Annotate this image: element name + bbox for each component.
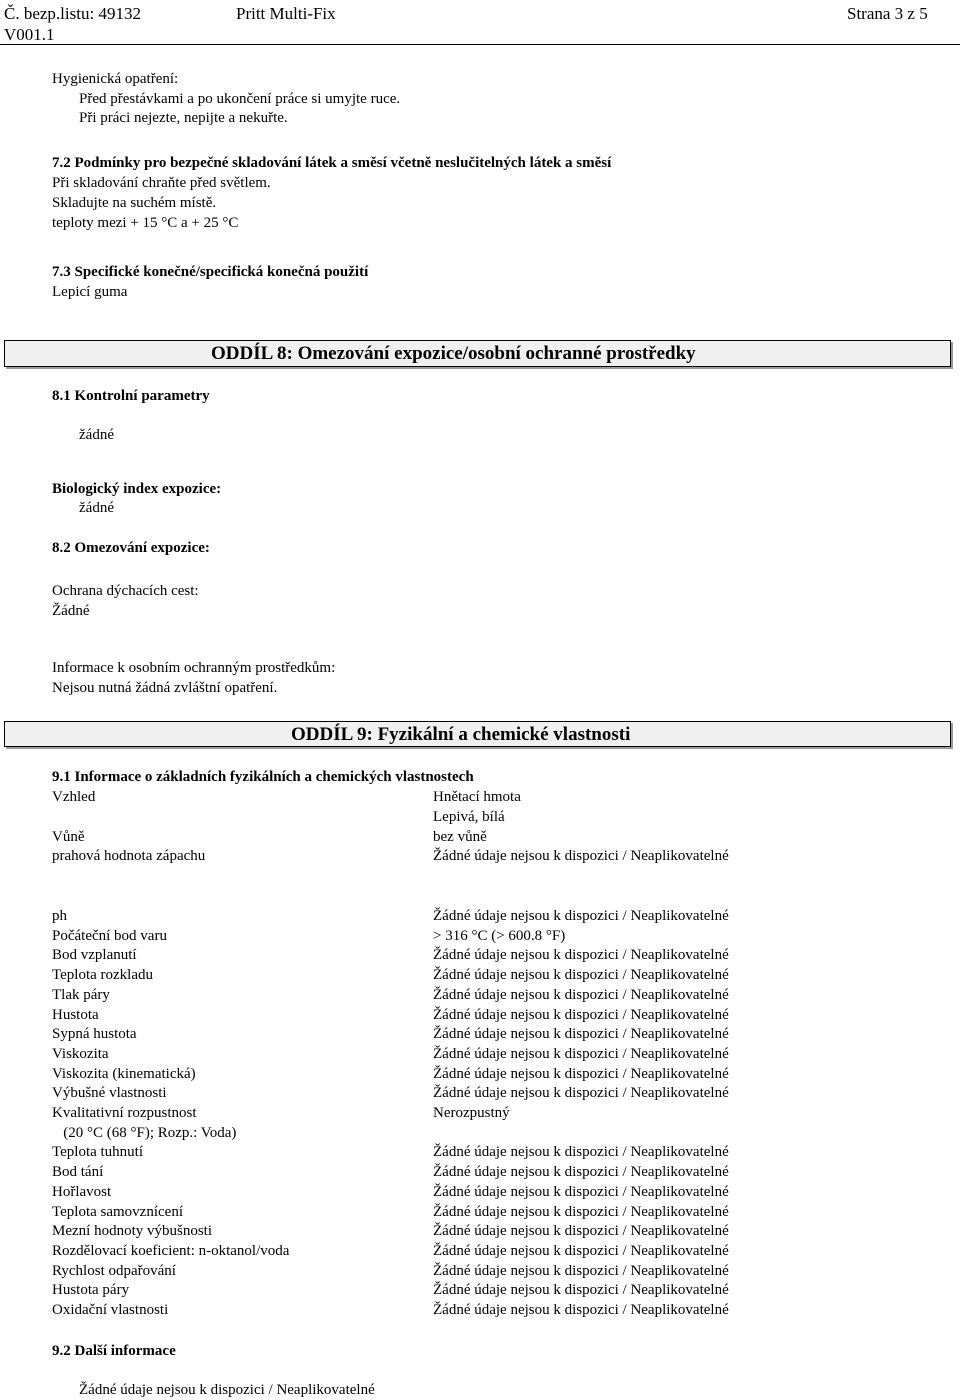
storage-line: teploty mezi + 15 °C a + 25 °C — [52, 215, 239, 231]
hygiene-line: Před přestávkami a po ukončení práce si umyjte ruce. — [79, 91, 401, 107]
property-value: Žádné údaje nejsou k dispozici / Neaplikovatelné — [433, 947, 729, 964]
property-label: Teplota samovznícení — [52, 1203, 183, 1220]
biological-index-title: Biologický index expozice: — [52, 481, 222, 497]
property-row — [0, 1202, 960, 1222]
property-value: Žádné údaje nejsou k dispozici / Neaplikovatelné — [433, 1085, 729, 1102]
property-row — [0, 985, 960, 1005]
property-label: Vůně — [52, 828, 85, 845]
biological-index-value: žádné — [79, 500, 114, 516]
property-label: Rychlost odpařování — [52, 1262, 176, 1279]
property-label: Hustota — [52, 1006, 99, 1023]
property-label: Hořlavost — [52, 1183, 112, 1200]
subsection-9-2-title: 9.2 Další informace — [52, 1343, 176, 1359]
property-row — [0, 1280, 960, 1300]
property-row — [0, 787, 960, 807]
property-value: Žádné údaje nejsou k dispozici / Neaplikovatelné — [433, 1026, 729, 1043]
subsection-9-2-text: Žádné údaje nejsou k dispozici / Neaplikovatelné — [79, 1382, 375, 1398]
subsection-7-3-title: 7.3 Specifické konečné/specifická konečná použití — [52, 264, 369, 280]
property-row — [0, 846, 960, 866]
property-value: Žádné údaje nejsou k dispozici / Neaplikovatelné — [433, 1203, 729, 1220]
property-value: > 316 °C (> 600.8 °F) — [433, 927, 566, 944]
property-row — [0, 1064, 960, 1084]
property-label: Viskozita — [52, 1045, 109, 1062]
respiratory-protection-value: Žádné — [52, 603, 90, 619]
property-label: Viskozita (kinematická) — [52, 1065, 196, 1082]
hygiene-line: Při práci nejezte, nepijte a nekuřte. — [79, 110, 288, 126]
property-row — [0, 1162, 960, 1182]
property-row — [0, 1083, 960, 1103]
property-row — [0, 1261, 960, 1281]
property-label: Rozdělovací koeficient: n-oktanol/voda — [52, 1242, 290, 1259]
header-rule — [0, 44, 960, 45]
property-row — [0, 1024, 960, 1044]
subsection-8-2-title: 8.2 Omezování expozice: — [52, 540, 210, 556]
property-label: prahová hodnota zápachu — [52, 848, 206, 865]
version-number: V001.1 — [4, 25, 55, 44]
property-row — [0, 1182, 960, 1202]
property-row — [0, 807, 960, 827]
property-label: Počáteční bod varu — [52, 927, 167, 944]
property-label: (20 °C (68 °F); Rozp.: Voda) — [52, 1124, 237, 1141]
property-value: Žádné údaje nejsou k dispozici / Neaplikovatelné — [433, 1045, 729, 1062]
property-value: Žádné údaje nejsou k dispozici / Neaplikovatelné — [433, 1302, 729, 1318]
section-8-heading: ODDÍL 8: Omezování expozice/osobní ochranné prostředky — [211, 343, 696, 364]
subsection-9-1-title: 9.1 Informace o základních fyzikálních a chemických vlastnostech — [52, 769, 474, 785]
property-label: Bod vzplanutí — [52, 947, 137, 964]
property-label: Teplota tuhnutí — [52, 1144, 144, 1161]
subsection-7-3-text: Lepicí guma — [52, 284, 128, 300]
property-value: Žádné údaje nejsou k dispozici / Neaplikovatelné — [433, 1282, 729, 1299]
property-label: Hustota páry — [52, 1282, 130, 1299]
property-label: Sypná hustota — [52, 1026, 137, 1043]
property-value: Žádné údaje nejsou k dispozici / Neaplikovatelné — [433, 1164, 729, 1181]
property-value: Lepivá, bílá — [433, 808, 505, 825]
property-row — [0, 1221, 960, 1241]
property-row — [0, 965, 960, 985]
property-value: bez vůně — [433, 828, 487, 845]
property-value: Žádné údaje nejsou k dispozici / Neaplikovatelné — [433, 1223, 729, 1240]
respiratory-protection-label: Ochrana dýchacích cest: — [52, 583, 199, 599]
property-row — [0, 827, 960, 847]
sheet-number: Č. bezp.listu: 49132 — [4, 4, 141, 23]
property-value: Žádné údaje nejsou k dispozici / Neaplikovatelné — [433, 986, 729, 1003]
property-value: Žádné údaje nejsou k dispozici / Neaplikovatelné — [433, 967, 729, 984]
property-value: Žádné údaje nejsou k dispozici / Neaplikovatelné — [433, 848, 729, 865]
property-row — [0, 945, 960, 965]
property-value: Žádné údaje nejsou k dispozici / Neaplikovatelné — [433, 1006, 729, 1023]
property-value: Žádné údaje nejsou k dispozici / Neaplikovatelné — [433, 908, 729, 924]
property-row — [0, 1300, 960, 1320]
property-value: Žádné údaje nejsou k dispozici / Neaplikovatelné — [433, 1262, 729, 1279]
page-number: Strana 3 z 5 — [847, 4, 928, 23]
property-row — [0, 906, 960, 926]
property-row — [0, 1005, 960, 1025]
property-value: Žádné údaje nejsou k dispozici / Neaplikovatelné — [433, 1183, 729, 1200]
control-parameters-value: žádné — [79, 427, 114, 443]
property-row — [0, 1044, 960, 1064]
property-label: Oxidační vlastnosti — [52, 1302, 169, 1318]
ppe-info-value: Nejsou nutná žádná zvláštní opatření. — [52, 680, 278, 696]
property-label: Vzhled — [52, 789, 96, 805]
property-label: Mezní hodnoty výbušnosti — [52, 1223, 212, 1240]
property-value: Žádné údaje nejsou k dispozici / Neaplikovatelné — [433, 1065, 729, 1082]
property-label: Teplota rozkladu — [52, 967, 153, 984]
section-9-heading: ODDÍL 9: Fyzikální a chemické vlastnosti — [291, 724, 631, 745]
property-label: Bod tání — [52, 1164, 104, 1181]
property-row — [0, 1103, 960, 1123]
property-label: Kvalitativní rozpustnost — [52, 1105, 197, 1121]
subsection-8-1-title: 8.1 Kontrolní parametry — [52, 388, 210, 404]
property-row — [0, 1142, 960, 1162]
property-row — [0, 1123, 960, 1143]
property-row — [0, 926, 960, 946]
property-value: Žádné údaje nejsou k dispozici / Neaplikovatelné — [433, 1144, 729, 1161]
storage-line: Při skladování chraňte před světlem. — [52, 175, 271, 191]
storage-line: Skladujte na suchém místě. — [52, 195, 217, 211]
subsection-7-2-title: 7.2 Podmínky pro bezpečné skladování látek a směsí včetně neslučitelných látek a směsí — [52, 155, 612, 171]
property-value: Nerozpustný — [433, 1105, 510, 1121]
property-label: Výbušné vlastnosti — [52, 1085, 167, 1102]
property-value: Žádné údaje nejsou k dispozici / Neaplikovatelné — [433, 1242, 729, 1259]
property-value: Hnětací hmota — [433, 789, 521, 805]
product-name: Pritt Multi-Fix — [236, 4, 336, 23]
property-label: Tlak páry — [52, 986, 110, 1003]
hygiene-title: Hygienická opatření: — [52, 71, 179, 87]
property-row — [0, 1241, 960, 1261]
ppe-info-label: Informace k osobním ochranným prostředkům: — [52, 660, 336, 676]
property-label: ph — [52, 908, 67, 924]
